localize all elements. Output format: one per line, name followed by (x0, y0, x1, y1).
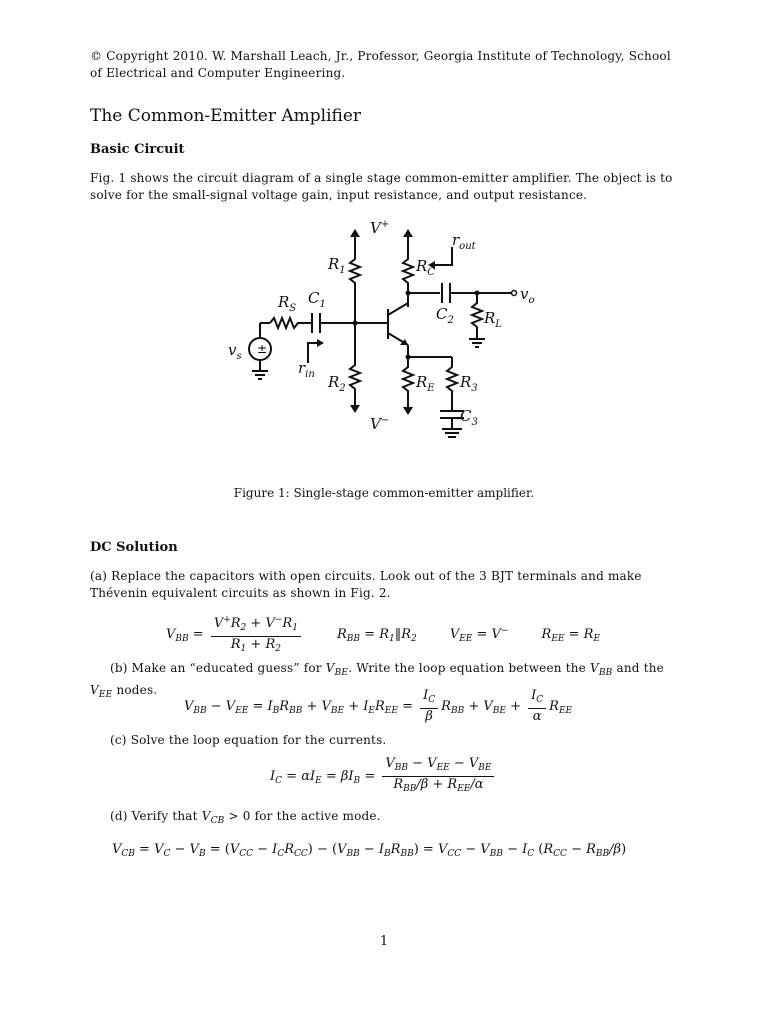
label-rs: $R_S$ (278, 293, 297, 314)
equation-loop: $V_{BB} - V_{EE} = I_BR_{BB} + V_{BE} + I_ER_{EE}$ = $\frac{I_C}{\beta}$ $R_{BB} + V_{BE}$ + $\frac{I_C}{\alpha}$ $R_{EE}$ (184, 688, 573, 724)
page-number: 1 (379, 934, 389, 949)
figure-caption: Figure 1: Single-stage common-emitter amplifier. (233, 486, 535, 500)
step-d-text-part1: (d) Verify that (110, 809, 198, 823)
label-c2: $C_2$ (436, 305, 454, 326)
section-heading-basic-circuit: Basic Circuit (90, 142, 185, 157)
step-d-text-part2: for the active mode. (254, 809, 381, 823)
equation-thevenin: $V_{BB}$ = $\frac{V^+R_2 + V^-R_1}{R_1 + R_2}$ $R_{BB}$ = $R_1‖R_2$ $V_{EE} = V^-$ $R_{EE} = R_E$ (166, 612, 600, 657)
dc-step-b-text: (b) Make an “educated guess” for $V_{BE}$. Write the loop equation between the $V_{BB}$ and the $V_{EE}$ nodes. (90, 661, 664, 700)
circuit-diagram (220, 215, 550, 447)
copyright-notice: © Copyright 2010. W. Marshall Leach, Jr., Professor, Georgia Institute of Technology, School of Electrical and Computer Engineering. (90, 49, 671, 80)
label-c3: $C_3$ (460, 407, 478, 428)
label-c1: $C_1$ (308, 289, 326, 310)
label-re: $R_E$ (416, 373, 435, 394)
label-r2: $R_2$ (328, 373, 346, 394)
label-rin: $r_{in}$ (298, 359, 315, 380)
basic-circuit-paragraph: Fig. 1 shows the circuit diagram of a single stage common-emitter amplifier. The object is to solve for the small-signal voltage gain, input resistance, and output resistance. (90, 171, 673, 202)
label-rc: $R_C$ (416, 257, 435, 278)
page-title: The Common-Emitter Amplifier (90, 106, 362, 126)
step-b-text-part4: nodes. (116, 683, 158, 697)
label-vminus: V− (370, 415, 390, 433)
label-r1: $R_1$ (328, 255, 346, 276)
label-vplus: V+ (370, 219, 390, 237)
step-b-text-part3: and the (616, 661, 664, 675)
step-b-text-part2: . Write the loop equation between the (348, 661, 586, 675)
label-r3: $R_3$ (460, 373, 478, 394)
dc-step-d-text: (d) Verify that $V_{CB} > 0$ for the active mode. (110, 809, 381, 826)
section-heading-dc-solution: DC Solution (90, 540, 178, 555)
label-rout: $r_{out}$ (452, 231, 476, 252)
label-vs: $v_s$ (228, 341, 242, 362)
label-vo: $v_o$ (520, 285, 535, 306)
dc-step-c-text: (c) Solve the loop equation for the currents. (110, 733, 387, 747)
label-rl: $R_L$ (484, 309, 502, 330)
equation-currents: $I_C = \alpha I_E = \beta I_B$ = $\frac{V_{BB} - V_{EE} - V_{BE}}{R_{BB}/\beta + R_{EE}/\alpha}$ (270, 756, 497, 797)
source-polarity-icon: ± (257, 342, 268, 356)
equation-vcb: $V_{CB} = V_C - V_B = (V_{CC} - I_CR_{CC}) - (V_{BB} - I_BR_{BB}) = V_{CC} - V_{BB} - I_C$ $(R_{CC} - R_{BB}/\beta)$ (112, 842, 627, 859)
step-b-text-part1: (b) Make an “educated guess” for (110, 661, 322, 675)
dc-step-a-text: (a) Replace the capacitors with open circuits. Look out of the 3 BJT terminals and make Thévenin equivalent circuits as shown in Fig. 2. (90, 569, 642, 600)
